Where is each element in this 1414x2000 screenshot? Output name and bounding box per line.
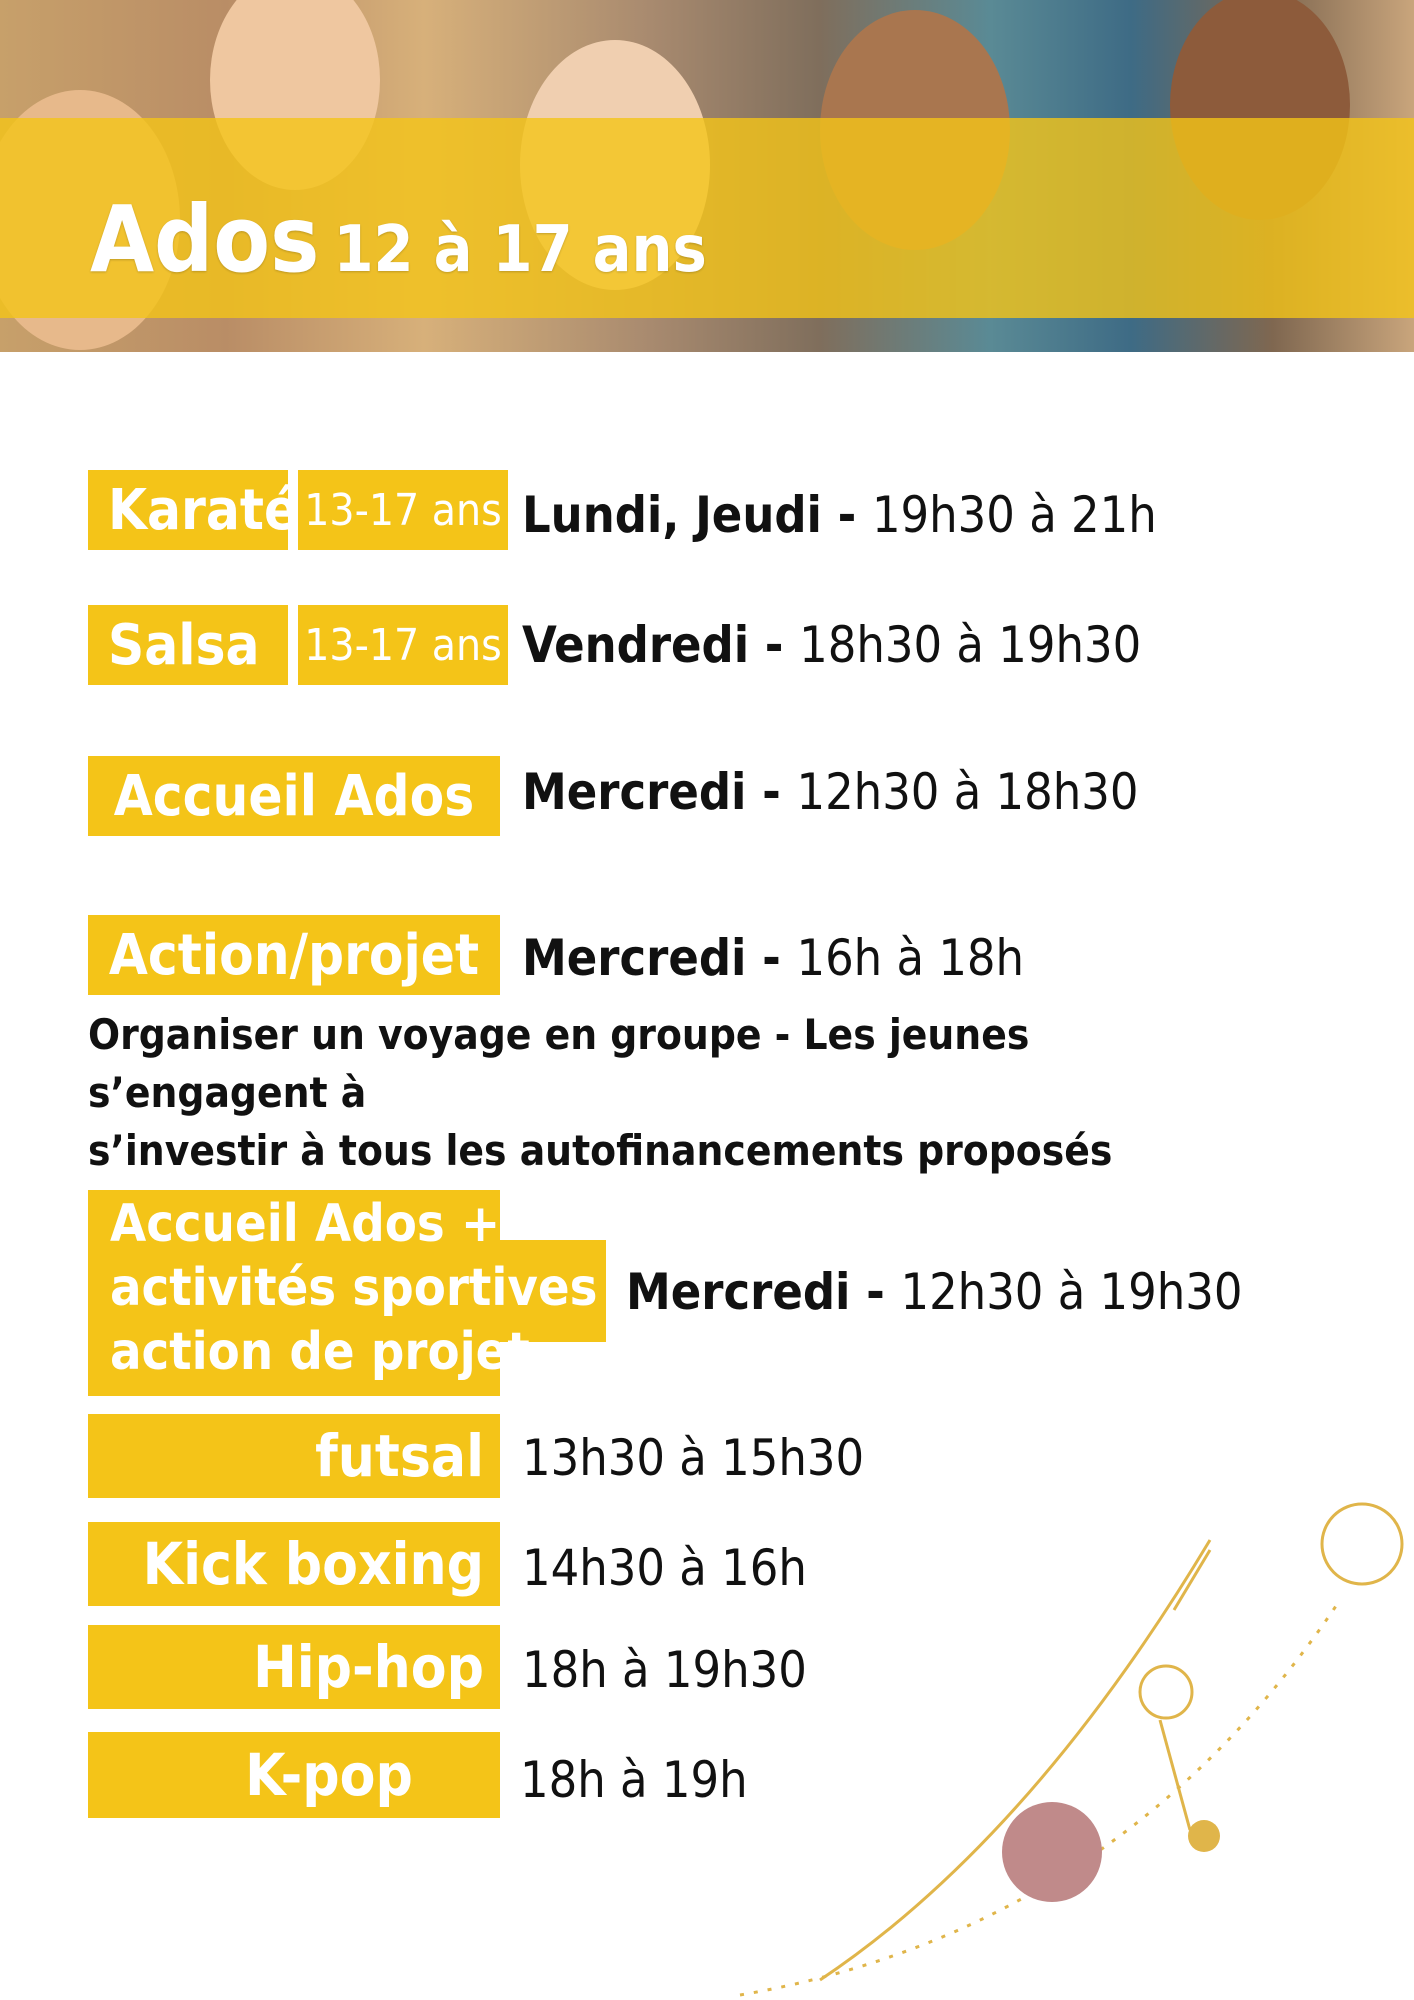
salsa-time: 18h30 à 19h30 — [799, 616, 1142, 674]
page-title — [90, 186, 707, 293]
header-banner — [0, 0, 1414, 352]
large-ring-icon — [1322, 1504, 1402, 1584]
salsa-age-text: 13-17 ans — [304, 619, 502, 671]
karate-label-text: Karaté — [108, 477, 299, 543]
description-line-2: s’investir à tous les autofinancements proposés — [88, 1126, 1113, 1175]
action-description — [88, 1006, 1208, 1180]
karate-separator: - — [821, 486, 872, 544]
accueil-label-text: Accueil Ados — [113, 763, 475, 829]
small-ring-icon — [1140, 1666, 1192, 1718]
activity-kpop-label — [88, 1732, 500, 1818]
combo-days: Mercredi — [626, 1263, 851, 1321]
combo-separator: - — [850, 1263, 901, 1321]
activity-futsal-label — [88, 1414, 500, 1498]
description-line-1: Organiser un voyage en groupe - Les jeunes s’engagent à — [88, 1010, 1030, 1117]
activity-time-text: 18h à 19h30 — [522, 1641, 807, 1699]
orbit-arc — [740, 1600, 1340, 1995]
salsa-schedule — [522, 605, 1141, 685]
combo-label — [110, 1192, 653, 1384]
small-planet-icon — [1188, 1820, 1220, 1852]
activity-hiphop-label — [88, 1625, 500, 1709]
combo-line-3: action de projet — [110, 1322, 530, 1382]
combo-line-2: activités sportives + — [110, 1258, 653, 1318]
karate-label — [88, 470, 299, 550]
title-age-range: 12 à 17 ans — [333, 213, 707, 287]
activity-label-text: futsal — [315, 1422, 484, 1490]
activity-label-text: K-pop — [245, 1741, 413, 1809]
accueil-label — [88, 756, 500, 836]
action-label-text: Action/projet — [108, 922, 480, 988]
activity-time-text: 14h30 à 16h — [522, 1539, 807, 1597]
salsa-separator: - — [749, 616, 800, 674]
action-schedule — [522, 918, 1024, 998]
action-days: Mercredi — [522, 929, 747, 987]
connector-line-2 — [1174, 1550, 1210, 1610]
activity-label-text: Hip-hop — [253, 1633, 484, 1701]
activity-kickboxing-label — [88, 1522, 500, 1606]
salsa-age — [298, 605, 508, 685]
salsa-label — [88, 605, 288, 685]
salsa-days: Vendredi — [522, 616, 750, 674]
action-separator: - — [746, 929, 797, 987]
connector-line — [1160, 1720, 1190, 1830]
activity-label-text: Kick boxing — [142, 1530, 484, 1598]
karate-schedule — [522, 475, 1157, 555]
karate-time: 19h30 à 21h — [871, 486, 1157, 544]
action-time: 16h à 18h — [796, 929, 1025, 987]
karate-age — [298, 470, 508, 550]
accueil-days: Mercredi — [522, 763, 747, 821]
accueil-schedule — [522, 752, 1139, 832]
salsa-label-text: Salsa — [108, 612, 260, 678]
combo-schedule — [626, 1252, 1243, 1332]
activity-time-text: 13h30 à 15h30 — [522, 1429, 865, 1487]
action-label — [88, 915, 500, 995]
accueil-separator: - — [746, 763, 797, 821]
combo-line-1: Accueil Ados + — [110, 1194, 501, 1254]
karate-age-text: 13-17 ans — [304, 484, 502, 536]
orbit-line — [820, 1540, 1210, 1980]
planet-decoration — [700, 1480, 1414, 2000]
title-main: Ados — [90, 186, 320, 293]
combo-time: 12h30 à 19h30 — [900, 1263, 1243, 1321]
activity-time-text: 18h à 19h — [520, 1751, 748, 1809]
karate-days: Lundi, Jeudi — [522, 486, 822, 544]
planet-icon — [1002, 1802, 1102, 1902]
accueil-time: 12h30 à 18h30 — [796, 763, 1139, 821]
